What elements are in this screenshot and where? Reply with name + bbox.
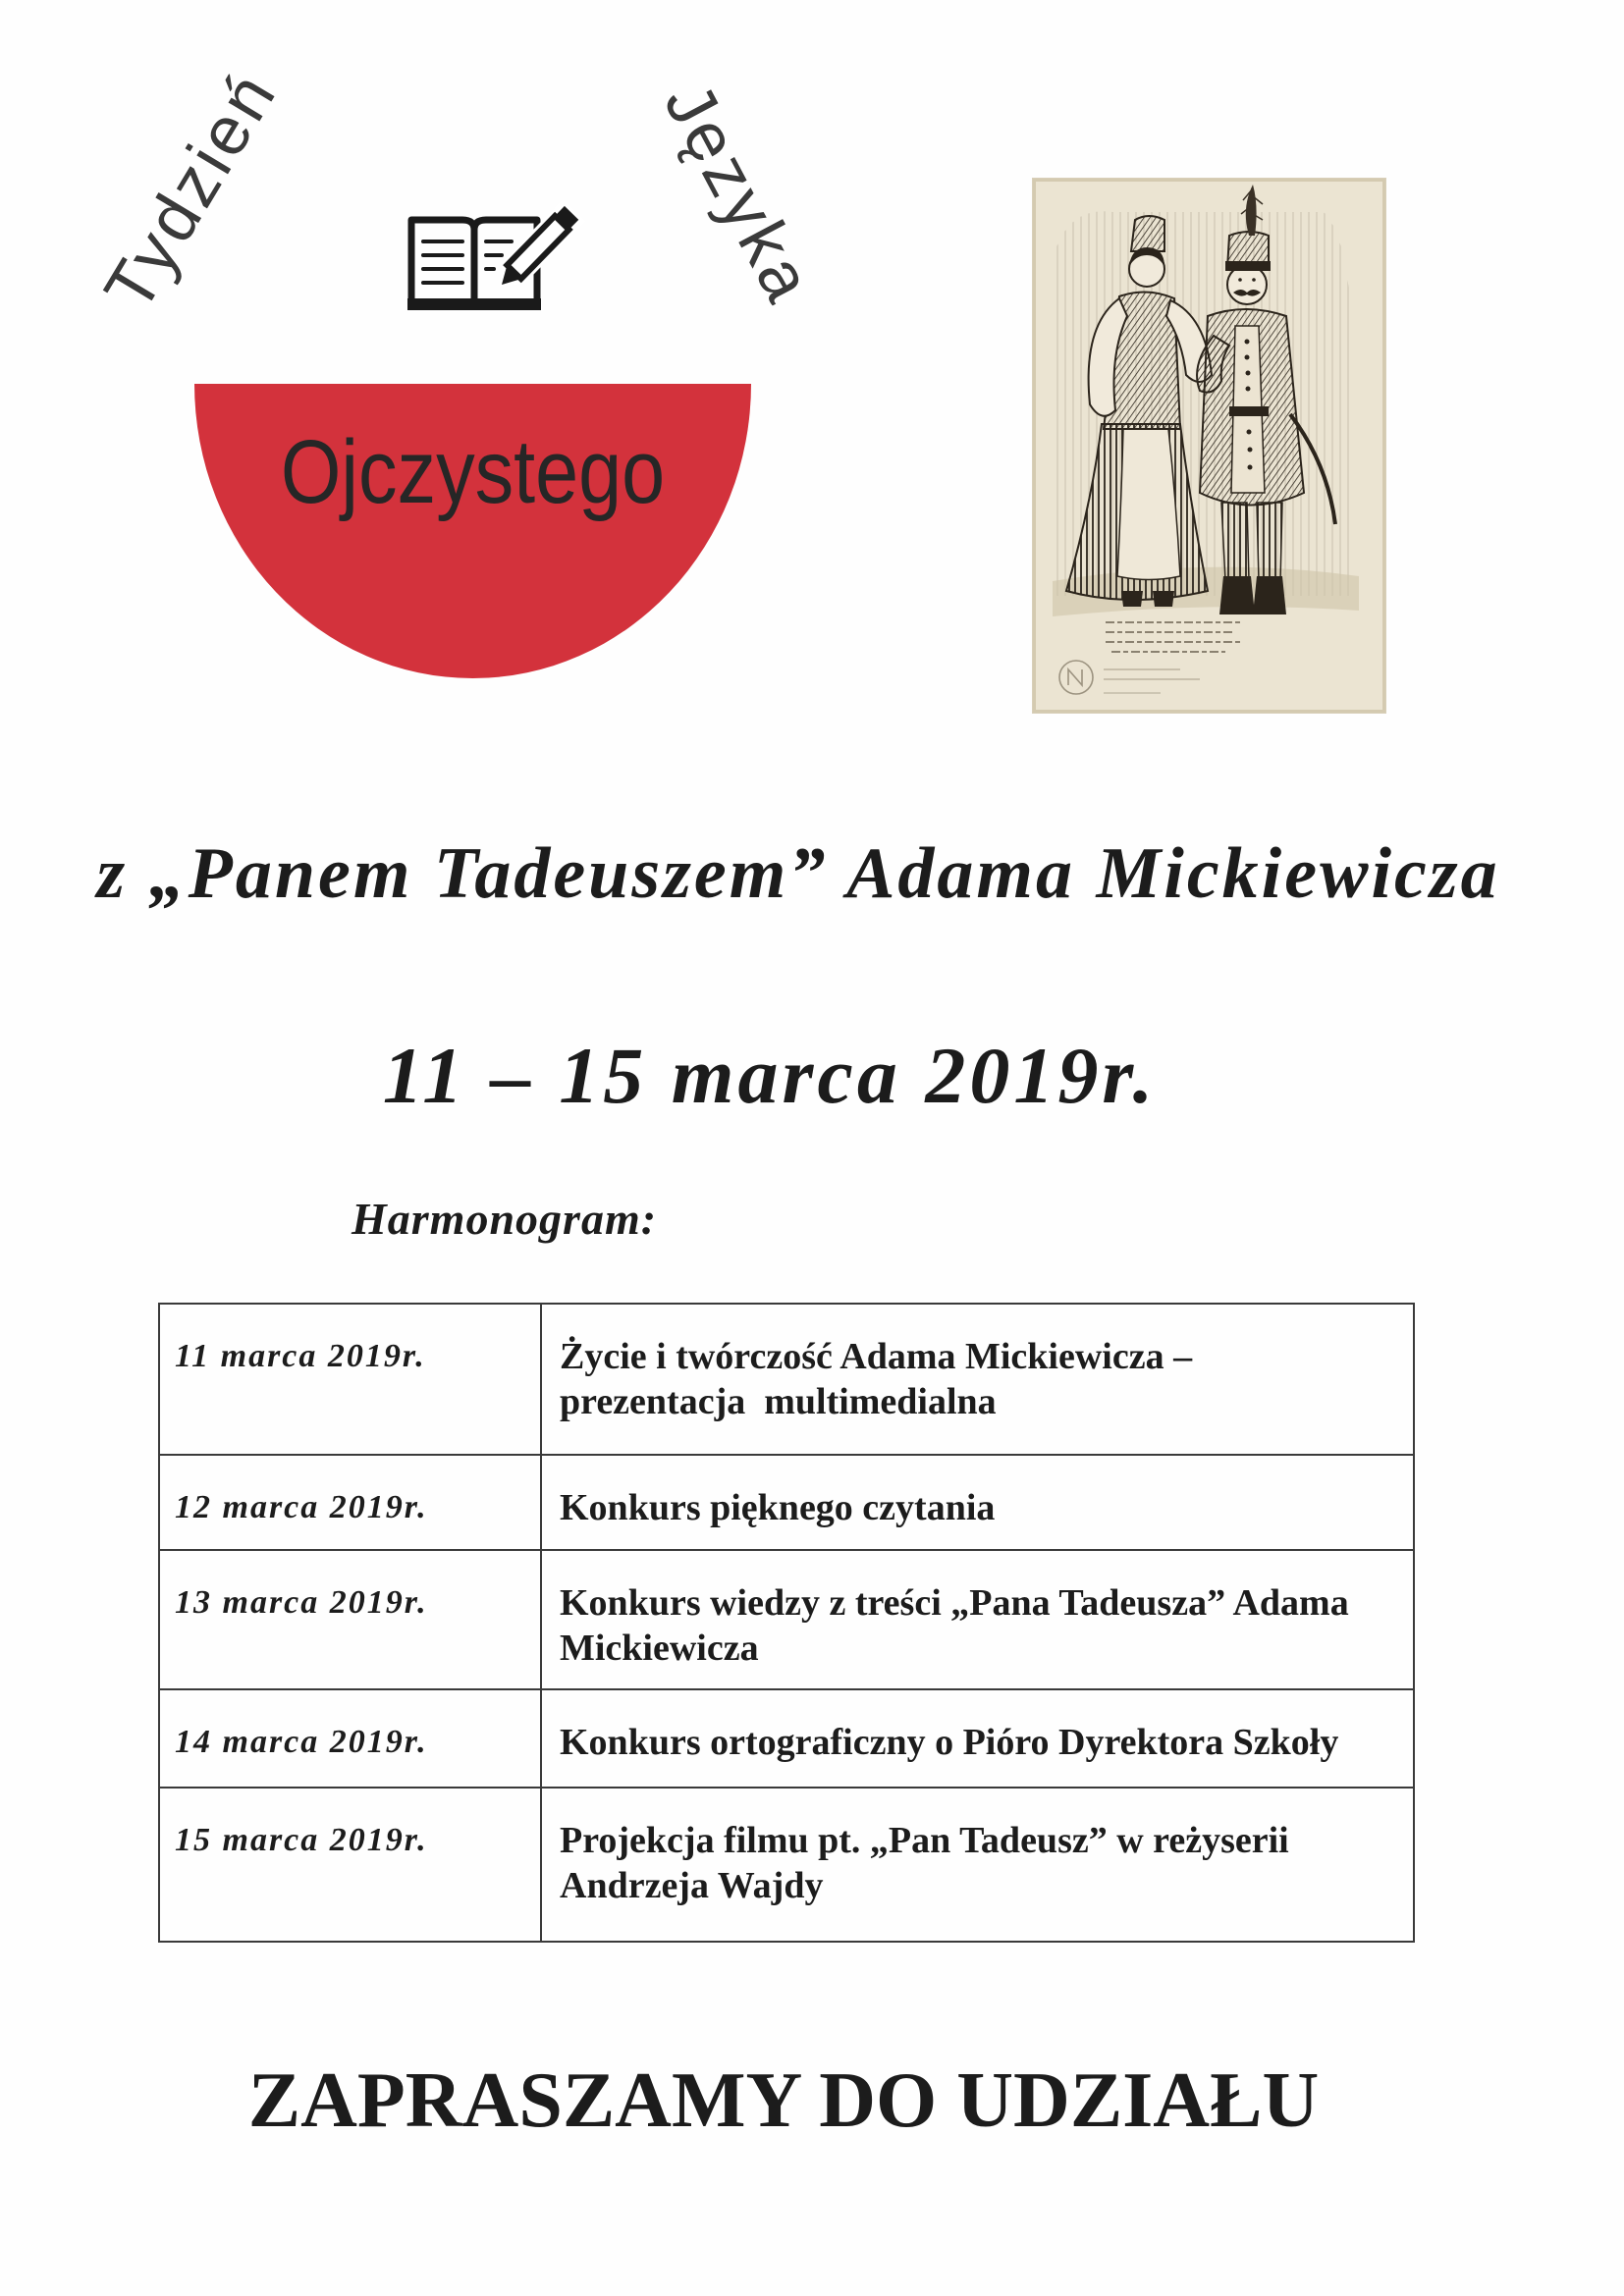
invitation-footer: ZAPRASZAMY DO UDZIAŁU bbox=[247, 2057, 1320, 2144]
table-row bbox=[159, 1689, 1414, 1788]
row-date: 14 marca 2019r. bbox=[159, 1689, 541, 1788]
table-row bbox=[159, 1550, 1414, 1689]
row-event-text: Życie i twórczość Adama Mickiewicza – prezentacja multimedialna bbox=[560, 1336, 1193, 1422]
row-event-text: Konkurs ortograficzny o Pióro Dyrektora Szkoły bbox=[560, 1722, 1339, 1763]
row-date: 13 marca 2019r. bbox=[159, 1550, 541, 1689]
row-date: 15 marca 2019r. bbox=[159, 1788, 541, 1942]
table-row bbox=[159, 1788, 1414, 1942]
subtitle: z „Panem Tadeuszem” Adama Mickiewicza bbox=[96, 833, 1500, 914]
table-row bbox=[159, 1304, 1414, 1455]
date-range: 11 – 15 marca 2019r. bbox=[382, 1031, 1158, 1120]
row-event bbox=[541, 1550, 1414, 1689]
row-event bbox=[541, 1304, 1414, 1455]
postcard-illustration bbox=[1033, 179, 1385, 713]
schedule-table bbox=[158, 1303, 1415, 1943]
row-event-text: Konkurs wiedzy z treści „Pana Tadeusza” Adama Mickiewicza bbox=[560, 1582, 1349, 1669]
red-semicircle bbox=[194, 384, 751, 678]
schedule-heading: Harmonogram: bbox=[352, 1194, 658, 1244]
row-event-text: Konkurs pięknego czytania bbox=[560, 1487, 996, 1528]
row-date: 12 marca 2019r. bbox=[159, 1455, 541, 1550]
header-word-jezyka: Języka bbox=[649, 70, 830, 317]
book-pencil-icon bbox=[407, 196, 579, 314]
row-event bbox=[541, 1788, 1414, 1942]
row-event-text: Projekcja filmu pt. „Pan Tadeusz” w reżyserii Andrzeja Wajdy bbox=[560, 1820, 1289, 1906]
row-event bbox=[541, 1689, 1414, 1788]
header-word-tydzien: Tydzień bbox=[89, 57, 292, 324]
header-word-ojczystego: Ojczystego bbox=[280, 422, 666, 522]
row-event bbox=[541, 1455, 1414, 1550]
table-row bbox=[159, 1455, 1414, 1550]
row-date: 11 marca 2019r. bbox=[159, 1304, 541, 1455]
